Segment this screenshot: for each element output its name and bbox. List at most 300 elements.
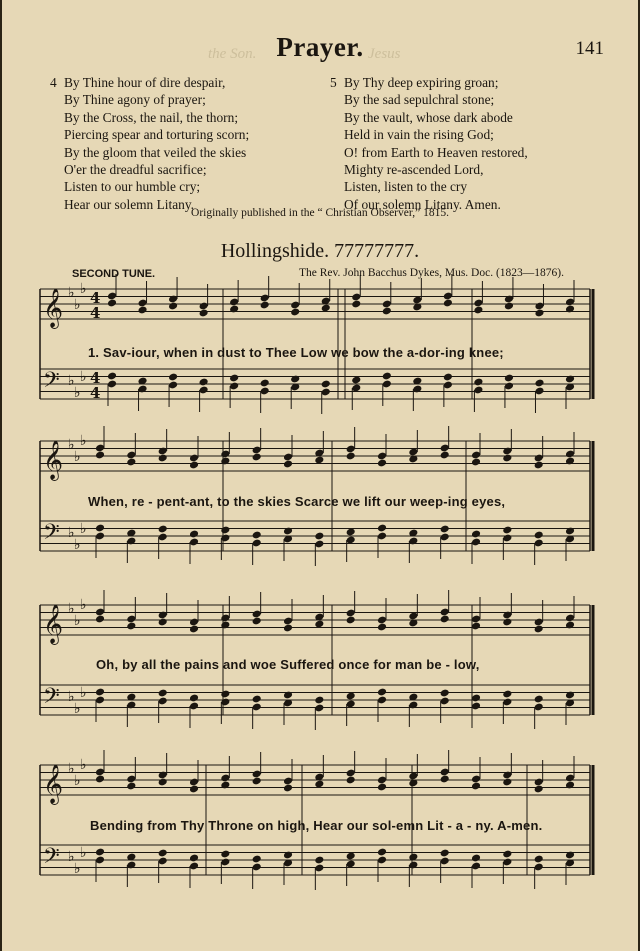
note-head — [220, 621, 230, 630]
note-head — [534, 302, 544, 311]
note-head — [252, 770, 262, 779]
note-head — [412, 296, 422, 305]
note-head — [565, 699, 575, 708]
running-head-title: Prayer. — [276, 32, 364, 62]
note-head — [168, 381, 178, 390]
note-head — [220, 850, 230, 859]
note-head — [199, 302, 209, 311]
source-note: Originally published in the “ Christian Observer,” 1815. — [191, 207, 449, 219]
note-head — [158, 525, 168, 534]
note-head — [377, 459, 387, 468]
note-head — [189, 785, 199, 794]
note-head — [199, 309, 209, 318]
flat-sign: ♭ — [74, 537, 81, 553]
note-head — [314, 613, 324, 622]
verse-number: 4 — [50, 75, 57, 90]
note-head — [534, 387, 544, 396]
lyric-line: Bending from Thy Throne on high, Hear our sol-emn Lit - a - ny. A-men. — [90, 818, 543, 833]
note-head — [346, 528, 356, 537]
note-head — [534, 454, 544, 463]
note-head — [534, 461, 544, 470]
note-head — [346, 616, 356, 625]
verse-line: Hear our solemn Litany. — [64, 196, 195, 212]
note-head — [502, 778, 512, 787]
note-head — [377, 688, 387, 697]
time-signature: 4 — [90, 369, 101, 387]
note-head — [440, 608, 450, 617]
note-head — [534, 703, 544, 712]
note-head — [126, 451, 136, 460]
note-head — [95, 444, 105, 453]
flat-sign: ♭ — [80, 521, 87, 537]
note-head — [408, 537, 418, 546]
note-head — [565, 383, 575, 392]
note-head — [126, 701, 136, 710]
note-head — [252, 453, 262, 462]
flat-sign: ♭ — [80, 281, 87, 297]
note-head — [126, 458, 136, 467]
note-head — [534, 778, 544, 787]
note-head — [443, 292, 453, 301]
note-head — [377, 856, 387, 865]
note-head — [126, 693, 136, 702]
note-head — [471, 702, 481, 711]
note-head — [283, 460, 293, 469]
note-head — [473, 299, 483, 308]
note-head — [351, 293, 361, 302]
tune-title — [2, 240, 638, 263]
flat-sign: ♭ — [68, 437, 75, 453]
note-head — [440, 857, 450, 866]
note-head — [412, 385, 422, 394]
note-head — [168, 373, 178, 382]
note-head — [346, 609, 356, 618]
note-head — [158, 618, 168, 627]
note-head — [290, 308, 300, 317]
note-head — [377, 623, 387, 632]
treble-clef: 𝄞 — [43, 288, 64, 328]
note-head — [565, 305, 575, 314]
note-head — [95, 615, 105, 624]
note-head — [502, 850, 512, 859]
note-head — [440, 849, 450, 858]
note-head — [565, 457, 575, 466]
note-head — [95, 848, 105, 857]
treble-clef: 𝄞 — [43, 440, 64, 480]
note-head — [126, 853, 136, 862]
note-head — [158, 689, 168, 698]
note-head — [252, 695, 262, 704]
note-head — [443, 299, 453, 308]
note-head — [440, 768, 450, 777]
note-head — [502, 526, 512, 535]
time-signature: 4 — [90, 289, 101, 307]
note-head — [565, 535, 575, 544]
note-head — [199, 378, 209, 387]
verse-line: Piercing spear and torturing scorn; — [64, 127, 250, 143]
note-head — [408, 448, 418, 457]
bass-clef: 𝄢 — [43, 368, 60, 398]
flat-sign: ♭ — [68, 373, 75, 389]
note-head — [565, 774, 575, 783]
note-head — [321, 304, 331, 313]
note-head — [107, 380, 117, 389]
note-head — [471, 622, 481, 631]
note-head — [252, 610, 262, 619]
note-head — [220, 534, 230, 543]
tune-name: Hollingshide. — [220, 240, 330, 262]
note-head — [95, 775, 105, 784]
note-head — [220, 457, 230, 466]
note-head — [158, 771, 168, 780]
note-head — [504, 374, 514, 383]
note-head — [351, 384, 361, 393]
note-head — [314, 540, 324, 549]
note-head — [471, 694, 481, 703]
note-head — [440, 533, 450, 542]
note-head — [504, 302, 514, 311]
note-head — [283, 535, 293, 544]
note-head — [502, 454, 512, 463]
note-head — [565, 298, 575, 307]
note-head — [534, 855, 544, 864]
note-head — [189, 461, 199, 470]
note-head — [283, 777, 293, 786]
note-head — [346, 700, 356, 709]
note-head — [377, 848, 387, 857]
note-head — [314, 620, 324, 629]
flat-sign: ♭ — [68, 525, 75, 541]
lyric-line: Oh, by all the pains and woe Suffered once for man be - low, — [96, 657, 480, 672]
note-head — [382, 300, 392, 309]
note-head — [283, 851, 293, 860]
note-head — [408, 693, 418, 702]
note-head — [440, 697, 450, 706]
treble-clef: 𝄞 — [43, 764, 64, 804]
note-head — [158, 454, 168, 463]
verse-line: By the vault, whose dark abode — [344, 109, 513, 125]
note-head — [158, 697, 168, 706]
note-head — [168, 302, 178, 311]
note-head — [107, 372, 117, 381]
note-head — [408, 619, 418, 628]
note-head — [158, 447, 168, 456]
verse-line: By the Cross, the nail, the thorn; — [64, 109, 239, 125]
note-head — [95, 696, 105, 705]
note-head — [534, 785, 544, 794]
note-head — [321, 380, 331, 389]
note-head — [534, 618, 544, 627]
note-head — [252, 777, 262, 786]
verse-5 — [330, 74, 528, 213]
note-head — [95, 524, 105, 533]
note-head — [189, 454, 199, 463]
note-head — [314, 449, 324, 458]
note-head — [502, 618, 512, 627]
note-head — [534, 863, 544, 872]
bleed-through-text: Jesus — [368, 46, 401, 62]
verse-line: By Thy deep expiring groan; — [344, 75, 499, 90]
note-head — [189, 530, 199, 539]
note-head — [534, 695, 544, 704]
note-head — [565, 691, 575, 700]
note-head — [283, 699, 293, 708]
note-head — [290, 375, 300, 384]
note-head — [126, 861, 136, 870]
verse-line: By Thine agony of prayer; — [64, 92, 206, 108]
note-head — [252, 539, 262, 548]
composer-credit: The Rev. John Bacchus Dykes, Mus. Doc. (1823—1876). — [299, 267, 564, 279]
note-head — [534, 625, 544, 634]
verse-line: Held in vain the rising God; — [344, 127, 494, 143]
note-head — [220, 774, 230, 783]
note-head — [314, 696, 324, 705]
note-head — [314, 532, 324, 541]
note-head — [95, 688, 105, 697]
verse-4 — [50, 74, 250, 213]
note-head — [220, 614, 230, 623]
note-head — [382, 372, 392, 381]
note-head — [283, 691, 293, 700]
note-head — [346, 776, 356, 785]
bleed-through-text: the Son. — [208, 46, 257, 62]
note-head — [565, 450, 575, 459]
note-head — [126, 529, 136, 538]
note-head — [158, 533, 168, 542]
flat-sign: ♭ — [80, 845, 87, 861]
verse-line: O! from Earth to Heaven restored, — [344, 144, 528, 160]
verse-line: Listen to our humble cry; — [64, 179, 201, 195]
flat-sign: ♭ — [68, 285, 75, 301]
note-head — [137, 306, 147, 315]
note-head — [412, 377, 422, 386]
note-head — [283, 453, 293, 462]
note-head — [252, 531, 262, 540]
note-head — [346, 860, 356, 869]
note-head — [471, 458, 481, 467]
verse-line: By the gloom that veiled the skies — [64, 144, 247, 160]
time-signature: 4 — [90, 304, 101, 322]
note-head — [321, 388, 331, 397]
note-head — [95, 451, 105, 460]
note-head — [534, 539, 544, 548]
flat-sign: ♭ — [80, 685, 87, 701]
note-head — [408, 455, 418, 464]
note-head — [471, 615, 481, 624]
note-head — [473, 386, 483, 395]
note-head — [220, 698, 230, 707]
note-head — [471, 451, 481, 460]
note-head — [471, 854, 481, 863]
note-head — [260, 387, 270, 396]
note-head — [283, 617, 293, 626]
note-head — [220, 690, 230, 699]
note-head — [137, 385, 147, 394]
note-head — [107, 292, 117, 301]
note-head — [260, 301, 270, 310]
note-head — [502, 447, 512, 456]
note-head — [189, 862, 199, 871]
lyric-line: 1. Sav-iour, when in dust to Thee Low we bow the a-dor-ing knee; — [88, 345, 504, 360]
note-head — [314, 773, 324, 782]
note-head — [95, 532, 105, 541]
note-head — [314, 864, 324, 873]
note-head — [95, 856, 105, 865]
note-head — [534, 531, 544, 540]
note-head — [229, 305, 239, 314]
note-head — [504, 295, 514, 304]
flat-sign: ♭ — [68, 761, 75, 777]
note-head — [534, 309, 544, 318]
note-head — [283, 527, 293, 536]
hymnal-page — [2, 0, 638, 951]
bass-clef: 𝄢 — [43, 684, 60, 714]
note-head — [346, 452, 356, 461]
note-head — [565, 614, 575, 623]
treble-clef: 𝄞 — [43, 604, 64, 644]
note-head — [377, 696, 387, 705]
note-head — [471, 538, 481, 547]
note-head — [189, 538, 199, 547]
flat-sign: ♭ — [80, 597, 87, 613]
note-head — [126, 615, 136, 624]
note-head — [440, 615, 450, 624]
note-head — [440, 689, 450, 698]
note-head — [346, 445, 356, 454]
note-head — [126, 775, 136, 784]
note-head — [502, 534, 512, 543]
note-head — [377, 783, 387, 792]
note-head — [314, 456, 324, 465]
note-head — [377, 524, 387, 533]
note-head — [534, 379, 544, 388]
note-head — [377, 776, 387, 785]
note-head — [473, 306, 483, 315]
flat-sign: ♭ — [68, 689, 75, 705]
note-head — [502, 698, 512, 707]
note-head — [95, 768, 105, 777]
note-head — [95, 608, 105, 617]
verse-line: Of our solemn Litany. Amen. — [344, 196, 501, 212]
flat-sign: ♭ — [80, 369, 87, 385]
note-head — [252, 863, 262, 872]
note-head — [351, 300, 361, 309]
verse-line: By the sad sepulchral stone; — [344, 92, 495, 108]
note-head — [283, 784, 293, 793]
flat-sign: ♭ — [74, 773, 81, 789]
verse-line: By Thine hour of dire despair, — [64, 75, 226, 90]
note-head — [137, 299, 147, 308]
note-head — [314, 780, 324, 789]
note-head — [471, 862, 481, 871]
page-number: 141 — [575, 38, 604, 59]
note-head — [502, 858, 512, 867]
note-head — [408, 861, 418, 870]
note-head — [189, 694, 199, 703]
note-head — [283, 624, 293, 633]
note-head — [252, 703, 262, 712]
note-head — [220, 450, 230, 459]
note-head — [408, 772, 418, 781]
note-head — [377, 452, 387, 461]
note-head — [440, 525, 450, 534]
note-head — [189, 778, 199, 787]
note-head — [440, 444, 450, 453]
note-head — [565, 621, 575, 630]
note-head — [565, 527, 575, 536]
note-head — [377, 616, 387, 625]
note-head — [565, 851, 575, 860]
note-head — [471, 530, 481, 539]
note-head — [408, 853, 418, 862]
flat-sign: ♭ — [74, 701, 81, 717]
note-head — [229, 374, 239, 383]
note-head — [351, 376, 361, 385]
note-head — [126, 537, 136, 546]
note-head — [168, 295, 178, 304]
note-head — [158, 611, 168, 620]
note-head — [473, 378, 483, 387]
note-head — [382, 307, 392, 316]
note-head — [346, 536, 356, 545]
flat-sign: ♭ — [74, 297, 81, 313]
note-head — [158, 857, 168, 866]
note-head — [377, 532, 387, 541]
note-head — [189, 625, 199, 634]
note-head — [443, 373, 453, 382]
note-head — [107, 299, 117, 308]
note-head — [290, 301, 300, 310]
note-head — [408, 701, 418, 710]
note-head — [565, 781, 575, 790]
note-head — [189, 702, 199, 711]
flat-sign: ♭ — [74, 861, 81, 877]
flat-sign: ♭ — [74, 613, 81, 629]
note-head — [382, 380, 392, 389]
flat-sign: ♭ — [80, 433, 87, 449]
note-head — [321, 297, 331, 306]
note-head — [440, 775, 450, 784]
note-head — [314, 704, 324, 713]
note-head — [408, 779, 418, 788]
note-head — [346, 769, 356, 778]
note-head — [158, 849, 168, 858]
flat-sign: ♭ — [68, 849, 75, 865]
flat-sign: ♭ — [74, 385, 81, 401]
note-head — [189, 618, 199, 627]
flat-sign: ♭ — [74, 449, 81, 465]
note-head — [260, 294, 270, 303]
note-head — [189, 854, 199, 863]
tune-label: SECOND TUNE. — [72, 268, 156, 280]
note-head — [440, 451, 450, 460]
note-head — [229, 382, 239, 391]
note-head — [252, 855, 262, 864]
note-head — [252, 446, 262, 455]
note-head — [504, 382, 514, 391]
note-head — [283, 859, 293, 868]
note-head — [126, 782, 136, 791]
note-head — [290, 383, 300, 392]
note-head — [408, 612, 418, 621]
note-head — [126, 622, 136, 631]
note-head — [443, 381, 453, 390]
note-head — [408, 529, 418, 538]
verse-line: Mighty re-ascended Lord, — [344, 162, 484, 178]
note-head — [220, 526, 230, 535]
bass-clef: 𝄢 — [43, 520, 60, 550]
verse-number: 5 — [330, 75, 337, 90]
